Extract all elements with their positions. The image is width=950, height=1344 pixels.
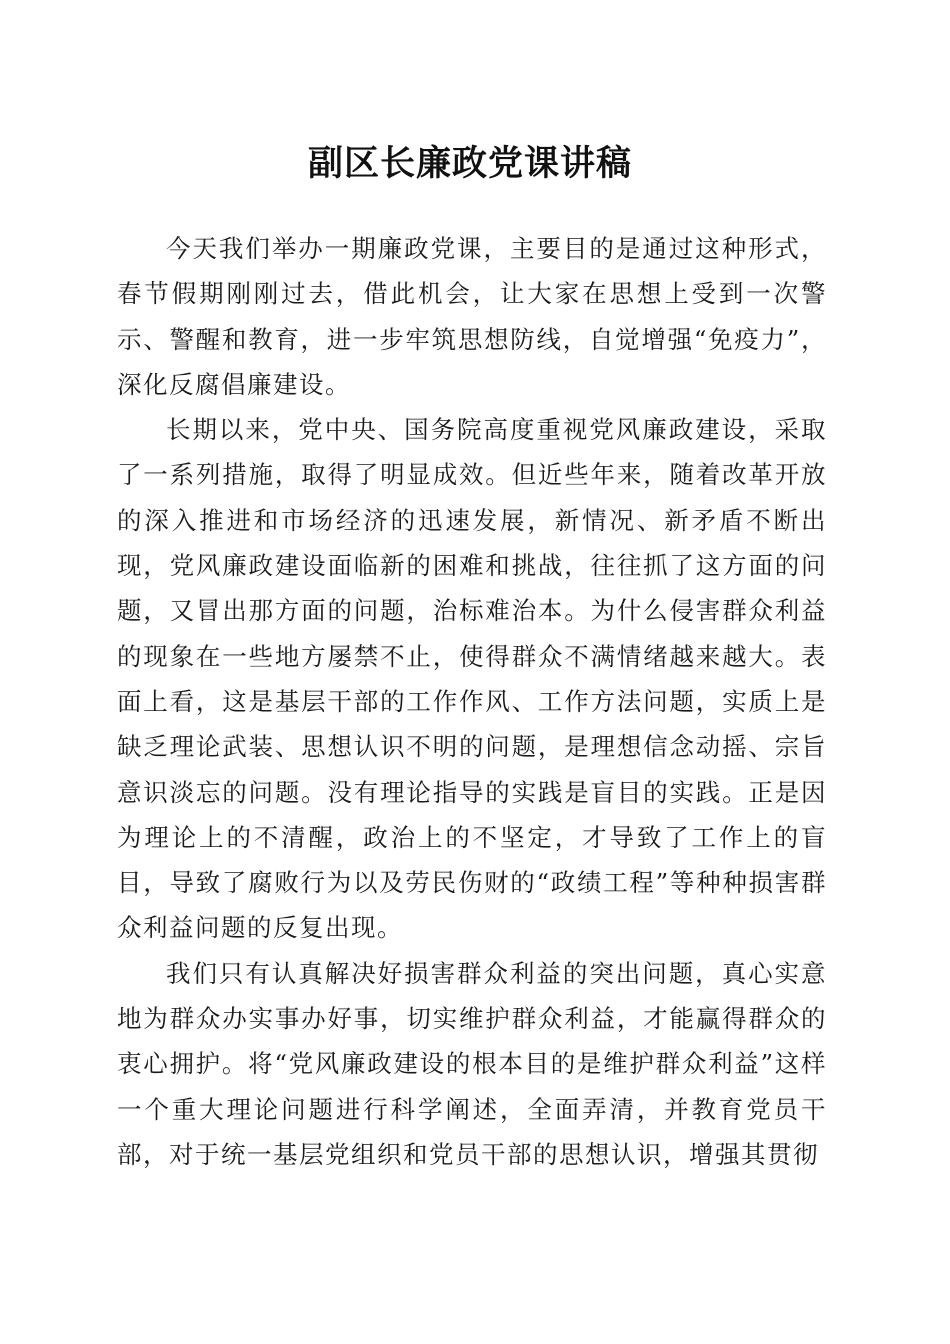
document-body <box>117 226 827 1177</box>
paragraph-intro: 今天我们举办一期廉政党课，主要目的是通过这种形式，春节假期刚刚过去，借此机会，让大家在思想上受到一次警示、警醒和教育，进一步牢筑思想防线，自觉增强“免疫力”，深化反腐倡廉建设。 <box>117 234 827 399</box>
document-title: 副区长廉政党课讲稿 <box>307 143 632 184</box>
paragraph-background: 长期以来，党中央、国务院高度重视党风廉政建设，采取了一系列措施，取得了明显成效。但近些年来，随着改革开放的深入推进和市场经济的迅速发展，新情况、新矛盾不断出现，党风廉政建设面临新的困难和挑战，往往抓了这方面的问题，又冒出那方面的问题，治标难治本。为什么侵害群众利益的现象在一些地方屡禁不止，使得群众不满情绪越来越大。表面上看，这是基层干部的工作作风、工作方法问题，实质上是缺乏理论武装、思想认识不明的问题，是理想信念动摇、宗旨意识淡忘的问题。没有理论指导的实践是盲目的实践。正是因为理论上的不清醒，政治上的不坚定，才导致了工作上的盲目，导致了腐败行为以及劳民伤财的“政绩工程”等种种损害群众利益问题的反复出现。 <box>117 415 827 943</box>
paragraph-solution: 我们只有认真解决好损害群众利益的突出问题，真心实意地为群众办实事办好事，切实维护群众利益，才能赢得群众的衷心拥护。将“党风廉政建设的根本目的是维护群众利益”这样一个重大理论问题进行科学阐述，全面弄清，并教育党员干部，对于统一基层党组织和党员干部的思想认识，增强其贯彻 <box>117 958 827 1169</box>
